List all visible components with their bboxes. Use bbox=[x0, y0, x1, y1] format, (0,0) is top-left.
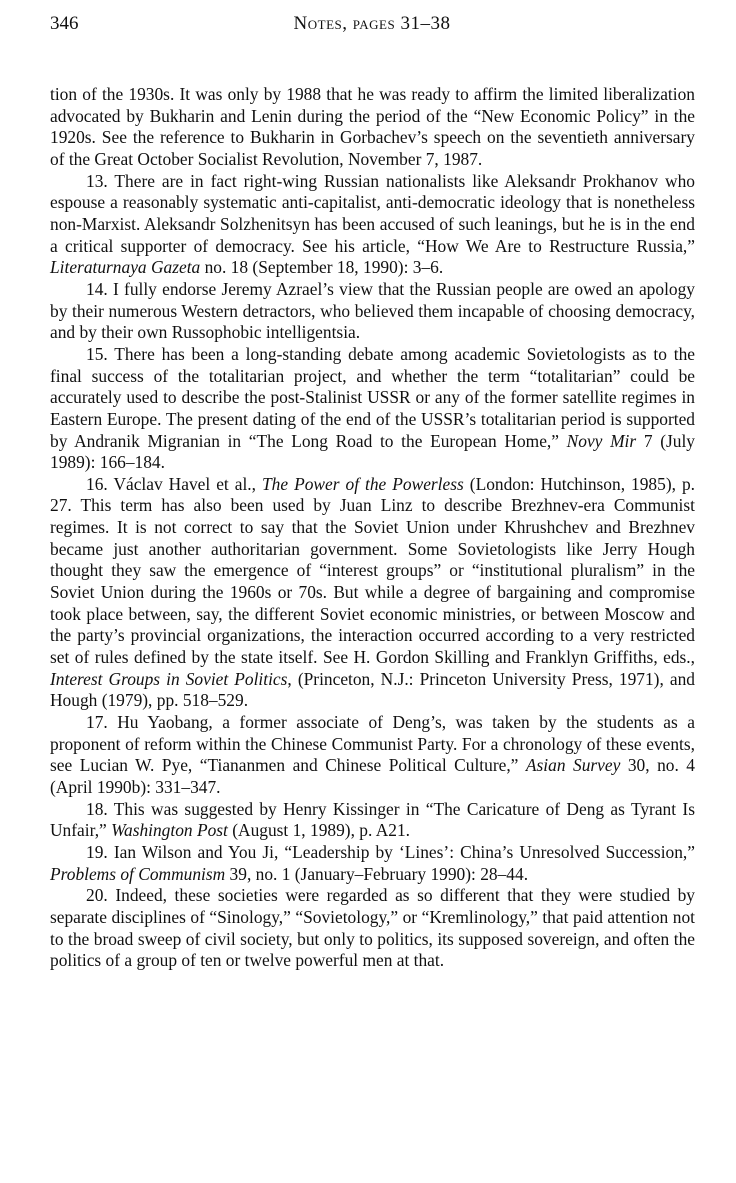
note-number: 13. bbox=[86, 170, 108, 191]
note-20 bbox=[50, 885, 695, 972]
note-19 bbox=[50, 842, 695, 885]
note-text: Indeed, these societies were regarded as so different that they were studied by separate disciplines of “Sinology,” “Sovietology,” or “Kremlinology,” that paid attention not to the broad sweep of civil society, but only to politics, its supposed sovereign, and often the politics of a group of ten or twelve powerful men at that. bbox=[50, 885, 695, 971]
note-number: 19. bbox=[86, 841, 108, 862]
italic-title: Asian Survey bbox=[525, 755, 621, 776]
note-number: 16. bbox=[86, 473, 108, 494]
note-15 bbox=[50, 344, 695, 474]
note-text: 7 (July 1989): 166–184. bbox=[50, 430, 695, 473]
italic-title: The Power of the Powerless bbox=[262, 473, 464, 494]
notes-body bbox=[50, 84, 695, 972]
note-text: Hu Yaobang, a former associate of Deng’s, was taken by the students as a proponent of reform within the Chinese Communist Party. For a chronology of these events, see Lucian W. Pye, “Tiananmen and Chinese Political Culture,” bbox=[50, 712, 696, 776]
running-head bbox=[50, 10, 694, 38]
italic-title: Novy Mir bbox=[566, 430, 637, 451]
note-text: (August 1, 1989), p. A21. bbox=[227, 820, 410, 841]
italic-title: Problems of Communism bbox=[50, 863, 226, 884]
note-text: , (Princeton, N.J.: Princeton University Press, 1971), and Hough (1979), pp. 518–529. bbox=[50, 668, 695, 711]
note-16 bbox=[50, 474, 695, 712]
page-number: 346 bbox=[50, 13, 79, 34]
italic-title: Washington Post bbox=[111, 820, 228, 841]
note-continuation bbox=[50, 84, 695, 171]
note-17 bbox=[50, 712, 695, 799]
note-number: 14. bbox=[86, 278, 108, 299]
note-text: There has been a long-standing debate among academic Sovietologists as to the final success of the totalitarian project, and whether the term “totalitarian” could be accurately used to describe the post-Stalinist USSR or any of the former satellite regimes in Eastern Europe. The present dating of the end of the USSR’s totalitarian period is supported by Andranik Migranian in “The Long Road to the European Home,” bbox=[50, 343, 695, 451]
note-number: 18. bbox=[86, 798, 108, 819]
note-text: 39, no. 1 (January–February 1990): 28–44. bbox=[225, 863, 529, 884]
note-text: tion of the 1930s. It was only by 1988 that he was ready to affirm the limited liberalization advocated by Bukharin and Lenin during the period of the “New Economic Policy” in the 1920s. See the reference to Bukharin in Gorbachev’s speech on the seventieth anniversary of the Great October Socialist Revolution, November 7, 1987. bbox=[50, 84, 695, 169]
note-number: 15. bbox=[86, 343, 108, 364]
note-text: I fully endorse Jeremy Azrael’s view that the Russian people are owed an apology by their numerous Western detractors, who believed them incapable of choosing democracy, and by their own Russophobic intelligentsia. bbox=[50, 278, 695, 343]
note-18 bbox=[50, 799, 695, 842]
italic-title: Interest Groups in Soviet Politics bbox=[50, 668, 288, 689]
running-head-title: Notes, pages 31–38 bbox=[293, 13, 451, 34]
note-number: 20. bbox=[86, 885, 108, 906]
note-13 bbox=[50, 171, 695, 279]
note-text: This was suggested by Henry Kissinger in “The Caricature of Deng as Tyrant Is Unfair,” bbox=[50, 798, 695, 841]
italic-title: Literaturnaya Gazeta bbox=[50, 257, 201, 278]
note-text: 30, no. 4 (April 1990b): 331–347. bbox=[50, 755, 696, 797]
note-number: 17. bbox=[86, 712, 108, 733]
note-text: Ian Wilson and You Ji, “Leadership by ‘Lines’: China’s Unresolved Succession,” bbox=[113, 841, 695, 862]
note-text: There are in fact right-wing Russian nationalists like Aleksandr Prokhanov who espouse a reasonably systematic anti-capitalist, anti-democratic ideology that is nonetheless non-Marxist. Aleksandr Solzhenitsyn has been accused of such leanings, but he is in the end a critical supporter of democracy. See his article, “How We Are to Restructure Russia,” bbox=[50, 170, 695, 256]
note-text: (London: Hutchinson, 1985), p. 27. This term has also been used by Juan Linz to describe Brezhnev-era Communist regimes. It is not correct to say that the Soviet Union under Khrushchev and Brezhnev became just another authoritarian government. Some Sovietologists like Jerry Hough thought they saw the emergence of “interest groups” or “institutional pluralism” in the Soviet Union during the 1960s or 70s. But while a degree of bargaining and compromise took place between, say, the different Soviet economic ministries, or between Moscow and the party’s provincial organizations, the interaction occurred according to a very restricted set of rules defined by the state itself. See H. Gordon Skilling and Franklyn Griffiths, eds., bbox=[50, 473, 696, 668]
note-text: Václav Havel et al., bbox=[113, 473, 263, 494]
note-14 bbox=[50, 279, 695, 344]
note-text: no. 18 (September 18, 1990): 3–6. bbox=[200, 257, 444, 278]
